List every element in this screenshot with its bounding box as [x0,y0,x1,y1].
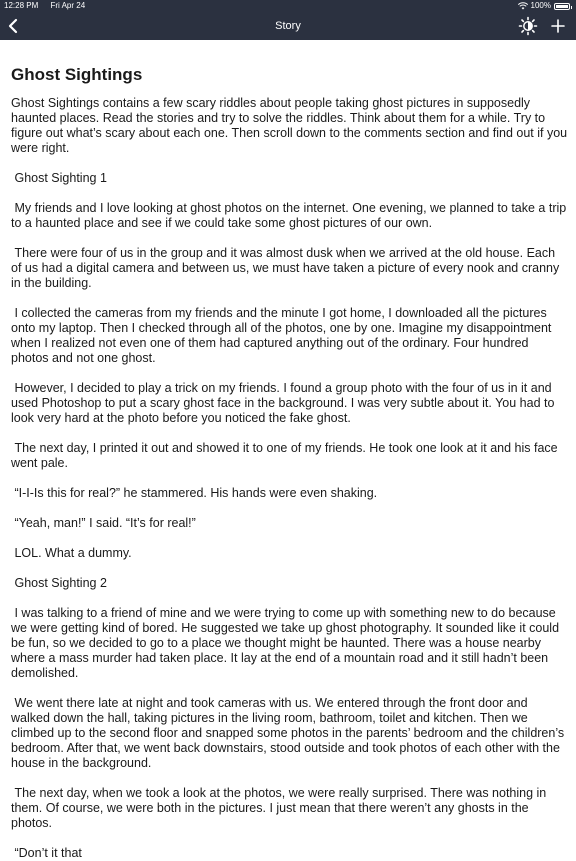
story-paragraph: “Yeah, man!” I said. “It’s for real!” [11,516,196,530]
story-paragraph: There were four of us in the group and it was almost dusk when we arrived at the old house. Each of us had a digital camera and between us, we must have taken a picture of every nook and cranny in the building. [11,246,563,290]
plus-icon [548,16,568,36]
add-button[interactable] [548,16,568,36]
battery-fill [556,5,568,8]
brightness-icon [518,16,538,36]
theme-toggle-button[interactable] [518,16,538,36]
battery-icon [554,3,570,10]
wifi-icon [518,2,528,10]
app-header [0,0,576,40]
story-paragraph: Ghost Sighting 2 [11,576,107,590]
status-time: 12:28 PM [4,1,39,10]
status-date: Fri Apr 24 [50,1,86,10]
story-paragraph: My friends and I love looking at ghost photos on the internet. One evening, we planned to take a trip to a haunted place and see if we could take some ghost pictures of our own. [11,201,570,230]
story-paragraph: LOL. What a dummy. [11,546,132,560]
story-paragraph: Ghost Sightings contains a few scary riddles about people taking ghost pictures in supposedly haunted places. Read the stories and try to solve the riddles. Think about them for a while. Try to figure out what’s scary about each one. Then scroll down to the comments section and find out if you were right. [11,96,571,155]
story-content[interactable] [0,40,576,860]
nav-title: Story [275,20,301,32]
story-paragraph: However, I decided to play a trick on my friends. I found a group photo with the four of us in it and used Photoshop to put a scary ghost face in the background. I was very subtle about it. You had to look very hard at the photo before you noticed the fake ghost. [11,381,558,425]
status-bar [0,0,576,12]
story-paragraphs [11,96,571,861]
status-right [518,0,570,12]
story-paragraph: I was talking to a friend of mine and we were trying to come up with something new to do because we were getting kind of bored. He suggested we take up ghost photography. It sounded like it could be fun, so we decided to go to a place we thought might be haunted. There was a house nearby where a mass murder had taken place. It lay at the end of a mountain road and it still hadn’t been demolished. [11,606,563,680]
status-left [4,0,95,12]
story-paragraph: “I-I-Is this for real?” he stammered. His hands were even shaking. [11,486,378,500]
story-paragraph: We went there late at night and took cameras with us. We entered through the front door and walked down the hall, taking pictures in the living room, bathroom, toilet and kitchen. Then we climbed up to the second floor and snapped some photos in the parents’ bedroom and the children’s bedroom. After that, we went back downstairs, stood outside and took photos of each other with the house in the background. [11,696,568,770]
story-paragraph: Ghost Sighting 1 [11,171,107,185]
story-paragraph: “Don’t it that [11,846,82,860]
story-paragraph: I collected the cameras from my friends and the minute I got home, I downloaded all the pictures onto my laptop. Then I checked through all of the photos, one by one. Imagine my disappointment when I realized not even one of them had captured anything out of the ordinary. Four hundred photos and not one ghost. [11,306,555,365]
battery-percent: 100% [530,1,551,10]
nav-bar [0,12,576,40]
story-paragraph: The next day, when we took a look at the photos, we were really surprised. There was nothing in them. Of course, we were both in the pictures. I just mean that there weren’t any ghosts in the photos. [11,786,550,830]
story-paragraph: The next day, I printed it out and showed it to one of my friends. He took one look at it and his face went pale. [11,441,562,470]
story-title: Ghost Sightings [11,65,143,84]
